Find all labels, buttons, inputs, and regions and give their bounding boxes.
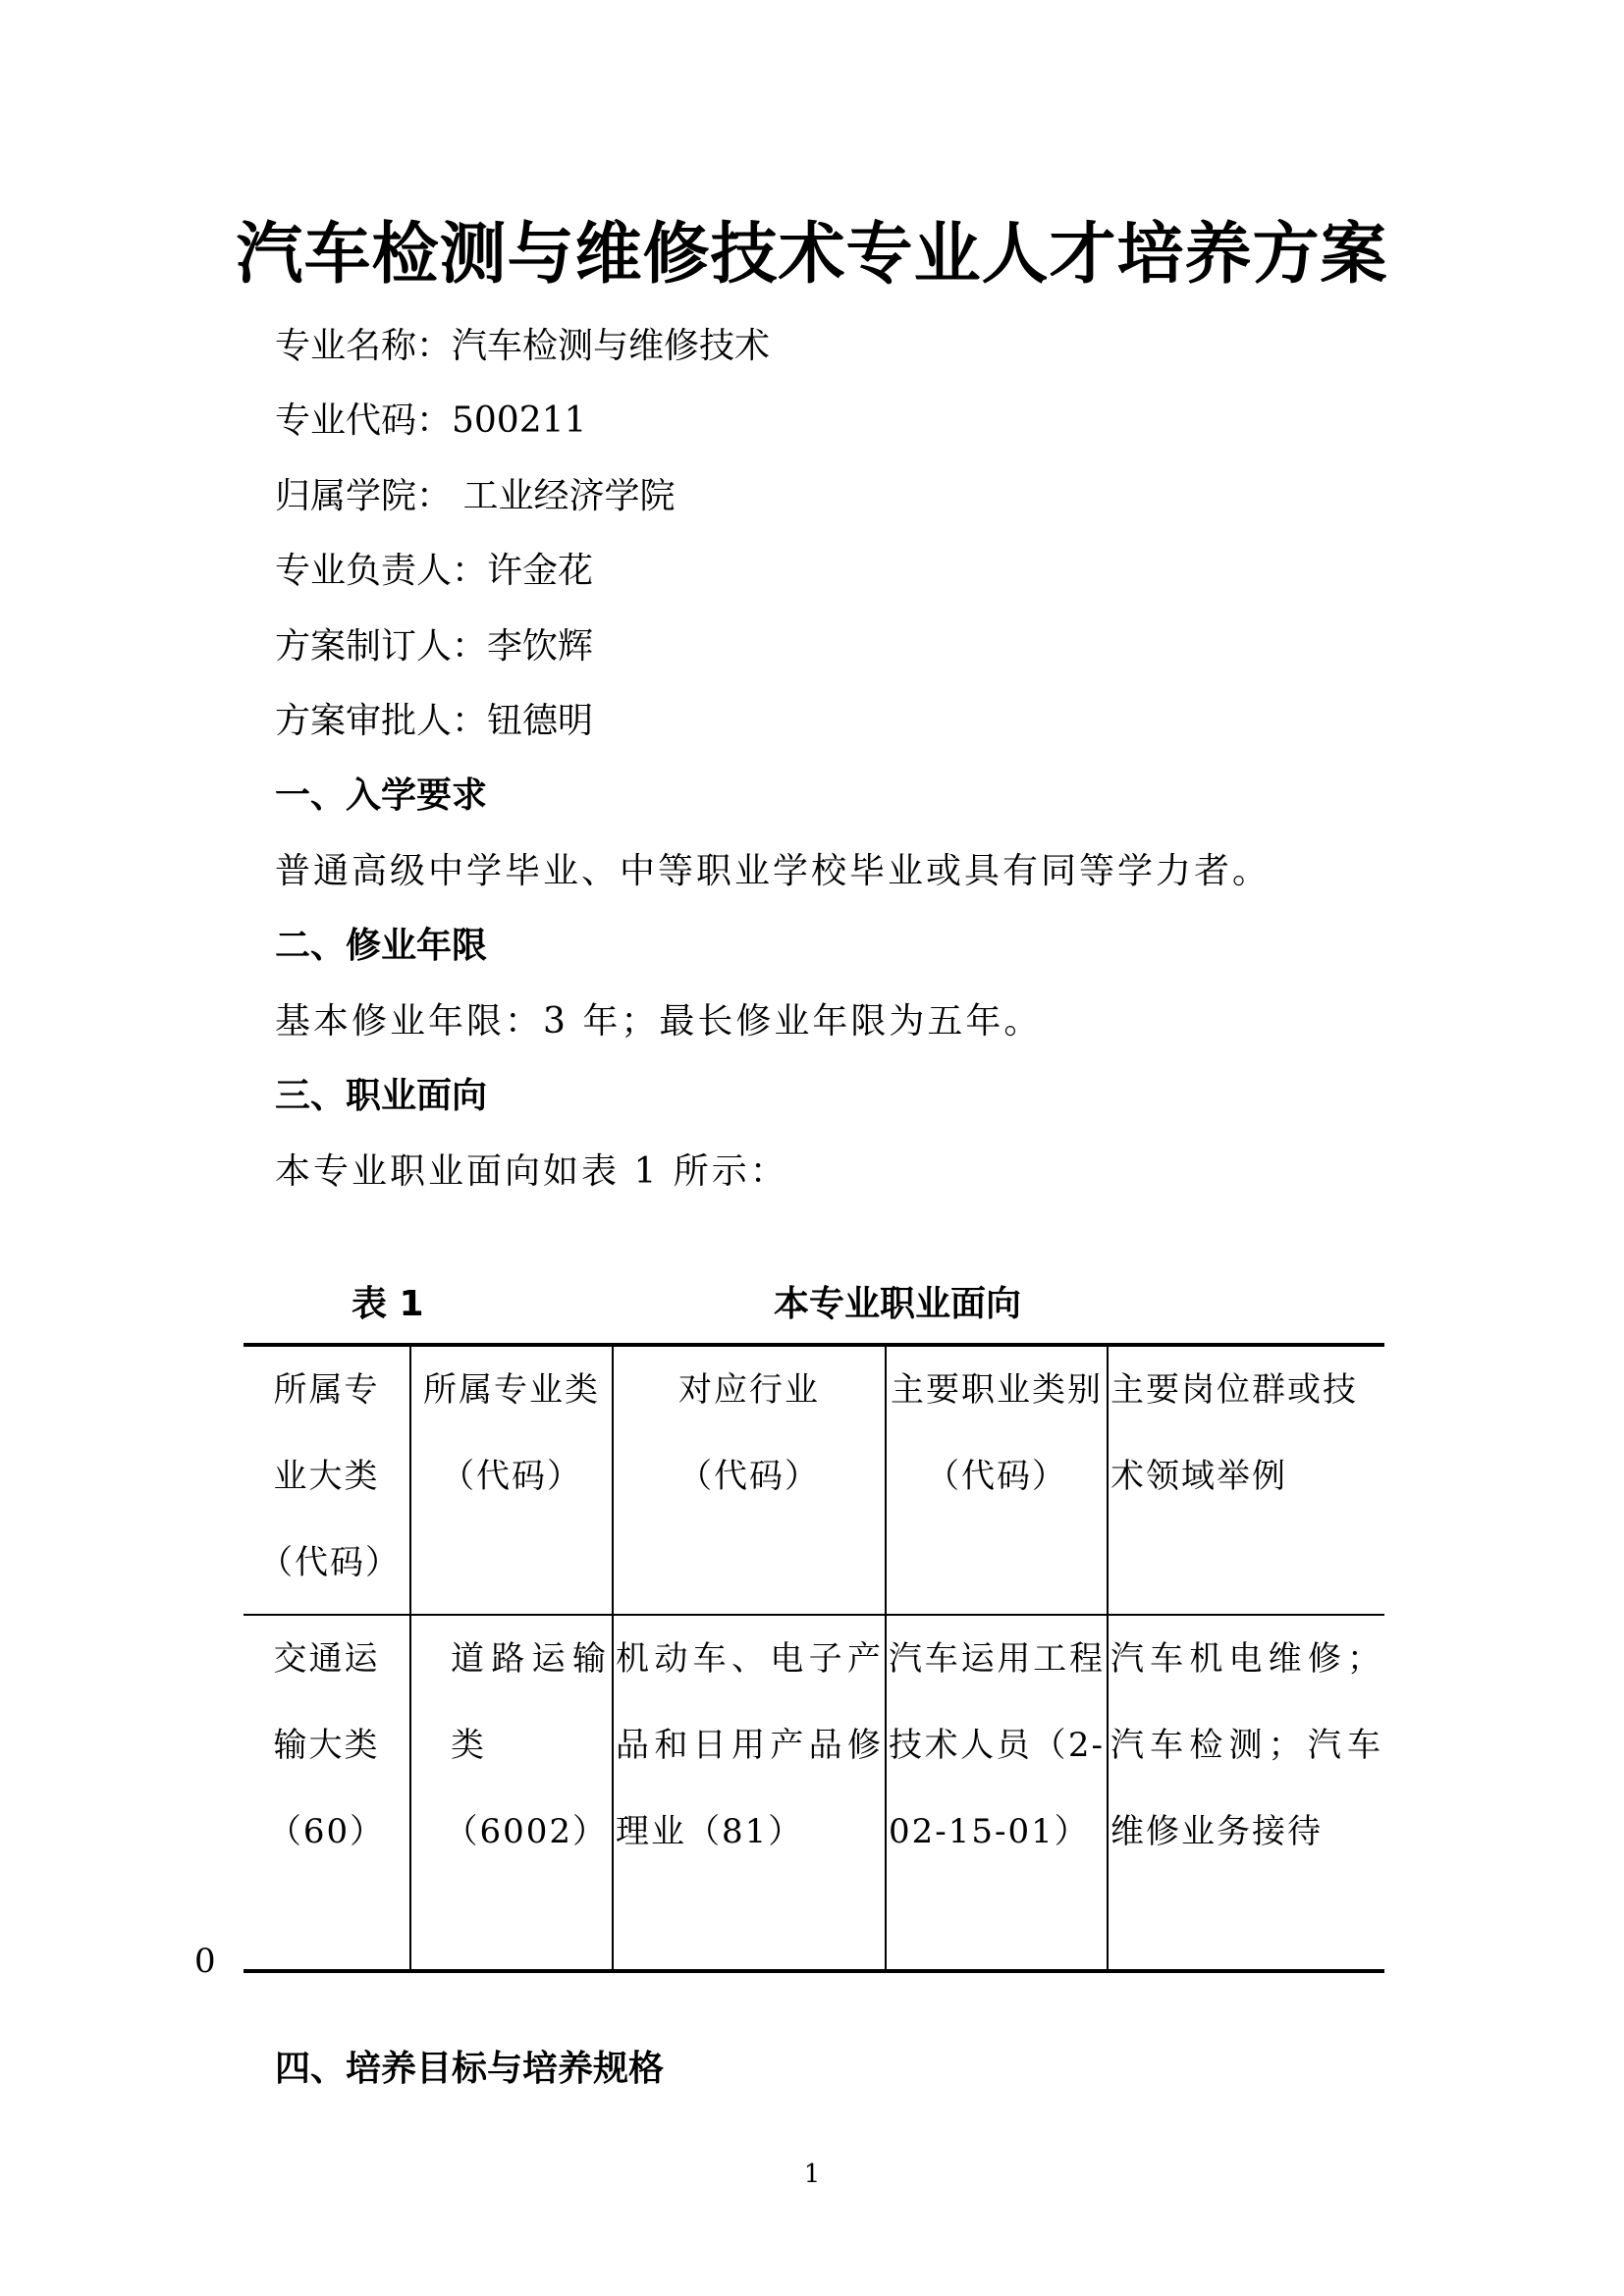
- cell-major-category-text: 交通运输大类: [273, 1639, 380, 1765]
- major-code: 专业代码：500211: [275, 400, 587, 441]
- table-caption-number: 表 1: [352, 1284, 424, 1324]
- cell-industry: 机动车、电子产品和日用产品修理业（81）: [613, 1615, 886, 1971]
- section-3-text: 本专业职业面向如表 1 所示：: [275, 1151, 788, 1192]
- section-1-text: 普通高级中学毕业、中等职业学校毕业或具有同等学力者。: [275, 851, 1272, 891]
- cell-occupation-code: （2-02-15-01）: [889, 1726, 1106, 1851]
- table-header-row: [244, 1345, 1384, 1615]
- header-major-class: 所属专业类（代码）: [410, 1345, 613, 1615]
- section-2-heading: 二、修业年限: [275, 926, 488, 966]
- header-occupation: 主要职业类别（代码）: [886, 1345, 1108, 1615]
- cell-occupation-text: 汽车运用工程技术人员: [889, 1639, 1105, 1765]
- page-number: 1: [803, 2160, 821, 2189]
- document-title: 汽车检测与维修技术专业人才培养方案: [236, 216, 1388, 294]
- section-1-heading: 一、入学要求: [275, 775, 488, 816]
- cell-major-category: [244, 1615, 410, 1971]
- cell-occupation: [886, 1615, 1108, 1971]
- header-positions: 主要岗位群或技术领域举例: [1108, 1345, 1384, 1615]
- table-row: [244, 1615, 1384, 1971]
- major-leader: 专业负责人：许金花: [275, 551, 594, 591]
- cell-major-class-code: （6002）: [444, 1812, 608, 1851]
- table-caption-title: 本专业职业面向: [774, 1284, 1022, 1324]
- plan-drafter: 方案制订人：李饮辉: [275, 626, 594, 667]
- cell-major-category-code: （60）: [267, 1812, 386, 1851]
- header-industry: 对应行业（代码）: [613, 1345, 886, 1615]
- header-major-category: 所属专业大类（代码）: [244, 1345, 410, 1615]
- cell-positions: 汽车机电维修；汽车检测；汽车维修业务接待: [1108, 1615, 1384, 1971]
- section-4-heading: 四、培养目标与培养规格: [275, 2049, 665, 2089]
- college: 归属学院： 工业经济学院: [275, 476, 676, 516]
- major-name: 专业名称：汽车检测与维修技术: [275, 326, 771, 366]
- cell-major-class-text: 道路运输类: [451, 1639, 608, 1765]
- stray-mark: 0: [194, 1942, 216, 1981]
- section-2-text: 基本修业年限：3 年；最长修业年限为五年。: [275, 1001, 1043, 1041]
- cell-major-class: [410, 1615, 613, 1971]
- section-3-heading: 三、职业面向: [275, 1076, 488, 1116]
- plan-approver: 方案审批人：钮德明: [275, 701, 594, 741]
- occupation-table: [244, 1343, 1384, 1973]
